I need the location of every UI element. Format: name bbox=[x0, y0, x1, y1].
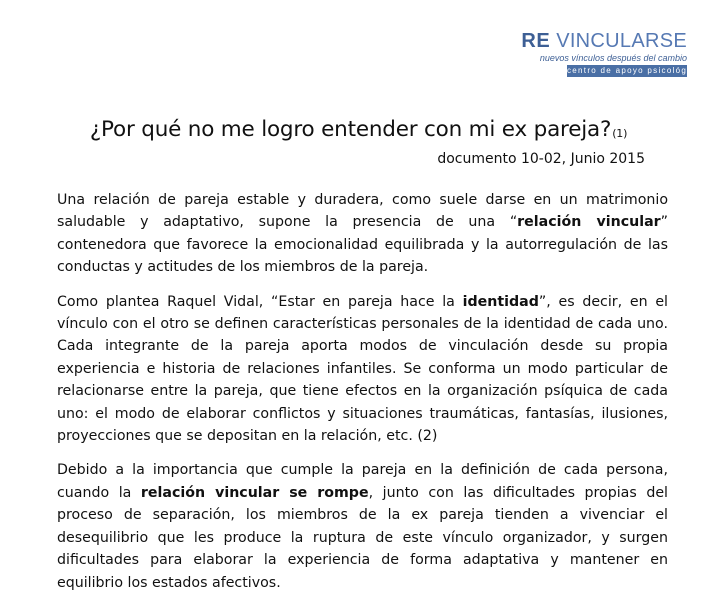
paragraph-3-text-c: , junto con las dificultades propias del proceso de separación, los miembros de la ex pareja tienden a vivenciar el desequilibrio que les produce la ruptura de este vínculo organizador, y surgen dificultades para elaborar la experiencia de forma adaptativa y mantener en equilibrio los estados afectivos. bbox=[57, 484, 668, 591]
paragraph-3-text-a: Debido a la importancia que cumple la pareja en la definición de cada persona, cuando la bbox=[57, 462, 668, 501]
paragraph-2-text-c: ”, es decir, en el vínculo con el otro se definen características personales de la identidad de cada uno. Cada integrante de la pareja aporta modos de vinculación desde su propia experiencia e historia de relaciones infantiles. Se conforma un modo particular de relacionarse entre la pareja, que tiene efectos en la organización psíquica de cada uno: el modo de elaborar conflictos y situaciones traumáticas, fantasías, ilusiones, proyecciones que se depositan en la relación, etc. (2) bbox=[57, 293, 668, 445]
logo-re: RE bbox=[521, 30, 551, 52]
paragraph-1 bbox=[57, 189, 668, 279]
vincularse-logo bbox=[521, 30, 702, 77]
paragraph-2-bold: identidad bbox=[462, 293, 539, 310]
logo-name: VINCULARSE bbox=[556, 30, 687, 52]
paragraph-3-bold: relación vincular se rompe bbox=[140, 484, 369, 501]
paragraph-2-text-a: Como plantea Raquel Vidal, “Estar en pareja hace la bbox=[57, 293, 463, 310]
paragraph-1-bold: relación vincular bbox=[517, 214, 661, 231]
document-title bbox=[0, 117, 717, 142]
document-reference: documento 10-02, Junio 2015 bbox=[437, 151, 645, 167]
paragraph-1-text-c: ” contenedora que favorece la emocionalidad equilibrada y la autorregulación de las conductas y actitudes de los miembros de la pareja. bbox=[57, 214, 668, 276]
document-body bbox=[57, 189, 668, 606]
title-text: ¿Por qué no me logro entender con mi ex pareja? bbox=[89, 117, 612, 142]
logo-tagline: nuevos vínculos después del cambio bbox=[539, 53, 687, 63]
paragraph-2 bbox=[57, 291, 668, 448]
title-footnote: (1) bbox=[612, 127, 628, 140]
paragraph-1-text-a: Una relación de pareja estable y duradera, como suele darse en un matrimonio saludable y adaptativo, supone la presencia de una “ bbox=[57, 192, 668, 231]
logo-wordmark bbox=[521, 30, 687, 52]
paragraph-3 bbox=[57, 459, 668, 593]
logo-bar: centro de apoyo psicológico bbox=[567, 66, 702, 75]
